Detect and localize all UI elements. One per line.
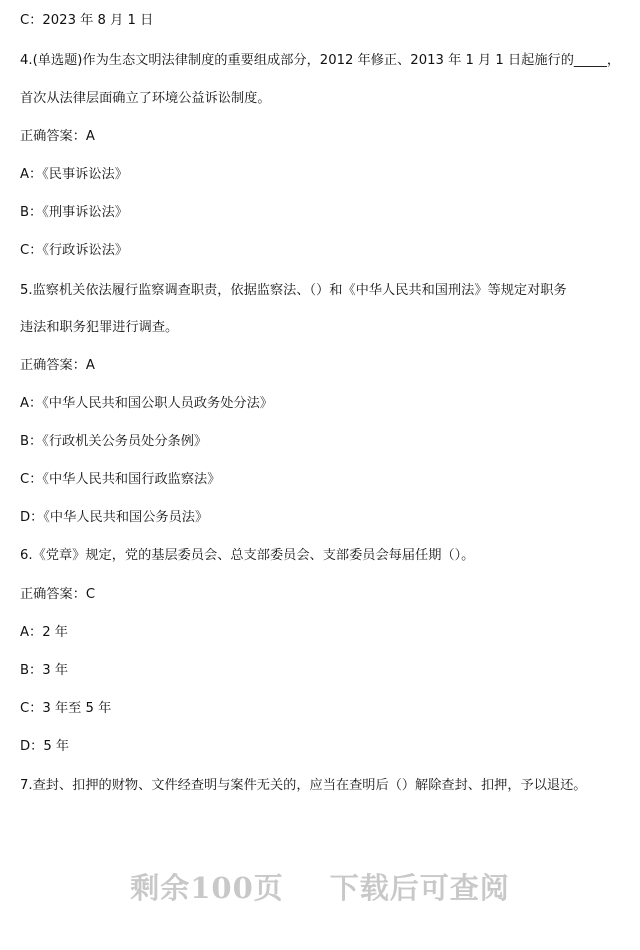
option-line: B：《刑事诉讼法》	[20, 205, 128, 220]
option-line: D：《中华人民共和国公务员法》	[20, 510, 209, 525]
option-line: C：《行政诉讼法》	[20, 243, 129, 258]
option-line: A：2 年	[20, 625, 68, 640]
option-line: B：《行政机关公务员处分条例》	[20, 434, 208, 449]
remaining-pages-label: 剩余100页	[130, 871, 284, 905]
option-line: C：3 年至 5 年	[20, 701, 112, 716]
option-line: D：5 年	[20, 739, 70, 754]
question-text: 违法和职务犯罪进行调查。	[20, 320, 179, 335]
option-line: A：《民事诉讼法》	[20, 167, 128, 182]
download-banner[interactable]	[0, 866, 640, 907]
answer-line: 正确答案：A	[20, 358, 95, 373]
option-line: C：2023 年 8 月 1 日	[20, 13, 154, 28]
option-line: C：《中华人民共和国行政监察法》	[20, 472, 221, 487]
question-text: 4.(单选题)作为生态文明法律制度的重要组成部分，2012 年修正、2013 年 1 月 1 日起施行的_____，	[20, 53, 621, 68]
question-text: 6.《党章》规定，党的基层委员会、总支部委员会、支部委员会每届任期（）。	[20, 548, 475, 563]
answer-line: 正确答案：C	[20, 587, 96, 602]
option-line: B：3 年	[20, 663, 69, 678]
question-text: 7.查封、扣押的财物、文件经查明与案件无关的，应当在查明后（）解除查封、扣押，予以退还。	[20, 778, 587, 793]
option-line: A：《中华人民共和国公职人员政务处分法》	[20, 396, 273, 411]
question-text: 首次从法律层面确立了环境公益诉讼制度。	[20, 91, 271, 106]
answer-line: 正确答案：A	[20, 129, 95, 144]
question-text: 5.监察机关依法履行监察调查职责，依据监察法、（）和《中华人民共和国刑法》等规定对职务	[20, 283, 567, 298]
download-prompt-label[interactable]: 下载后可查阅	[329, 871, 510, 905]
